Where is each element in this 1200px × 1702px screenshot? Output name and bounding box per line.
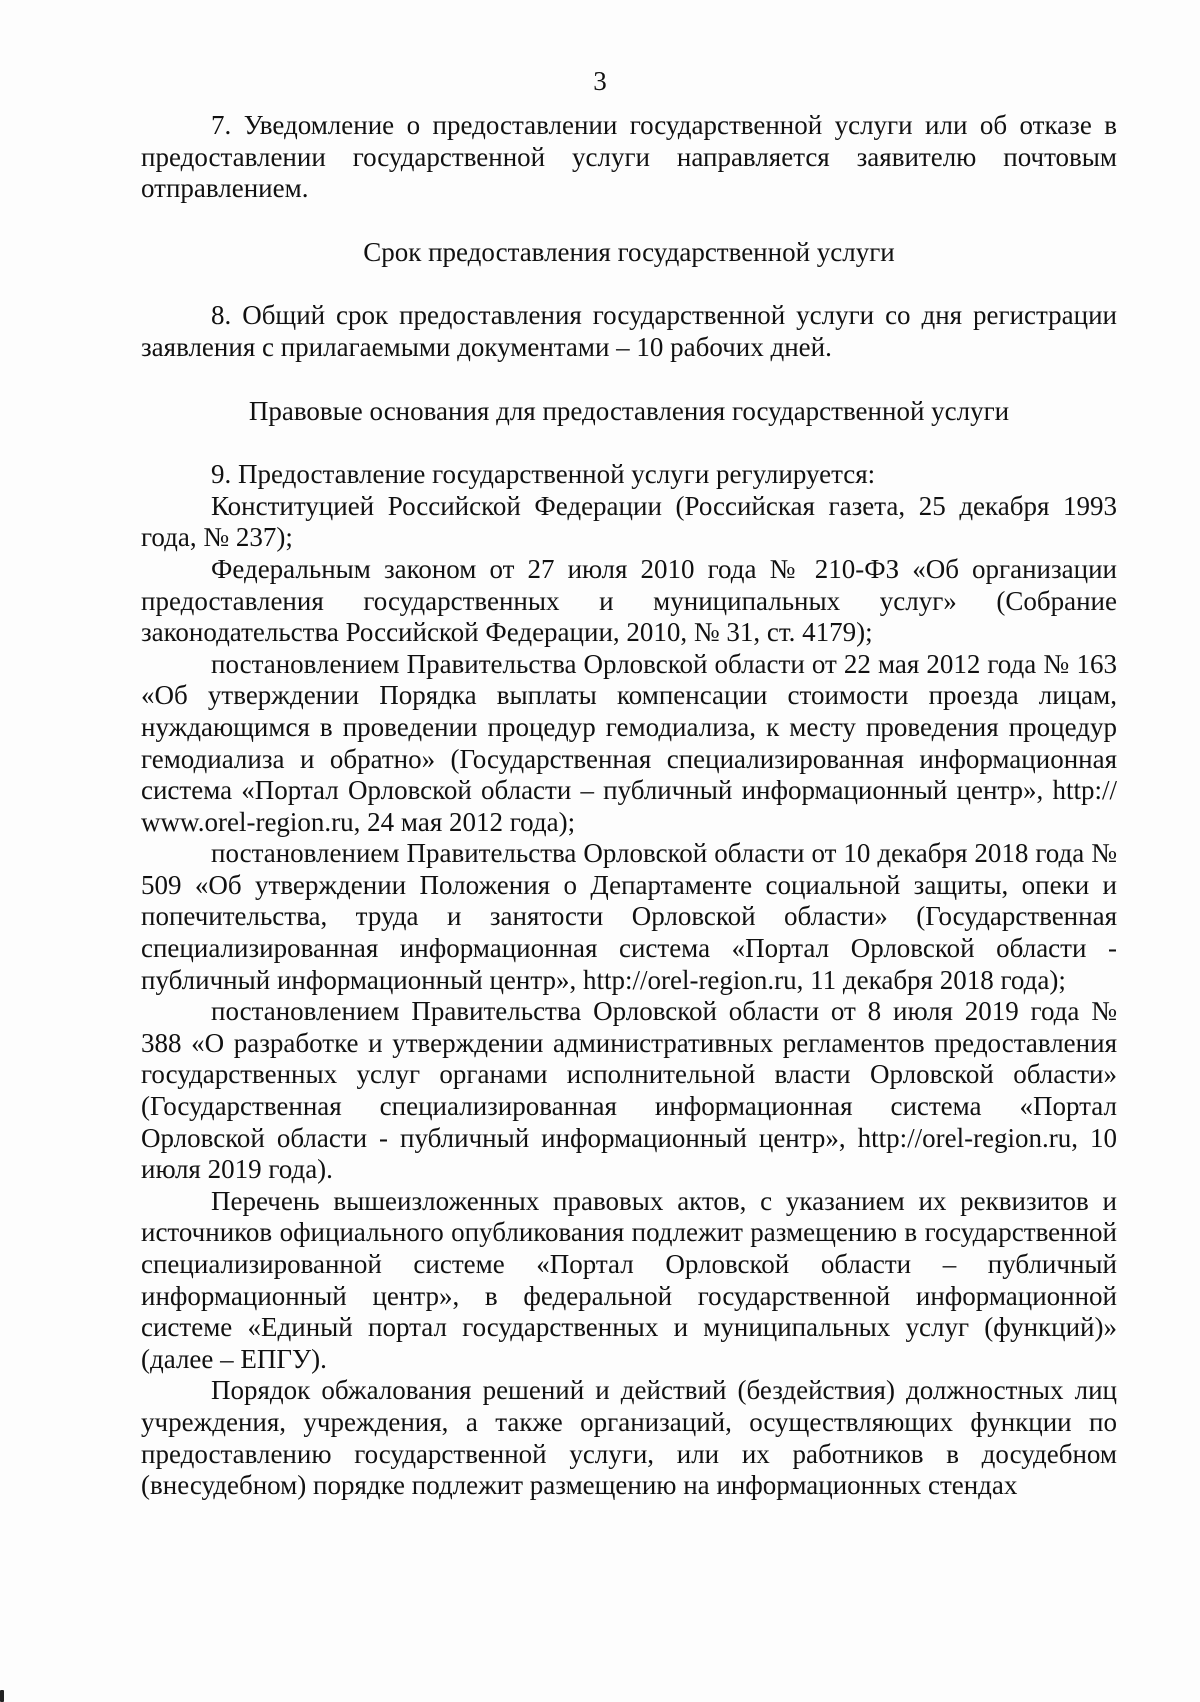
paragraph-gap <box>141 268 1117 300</box>
document-body <box>141 110 1117 1502</box>
paragraph: постановлением Правительства Орловской области от 8 июля 2019 года № 388 «О разработке и утверждении административных регламентов предоставления государственных услуг органами исполнительной власти Орловской области» (Государственная специализированная информационная система «Портал Орловской области - публичный информационный центр», http://orel-region.ru, 10 июля 2019 года). <box>141 996 1117 1185</box>
paragraph-gap <box>141 427 1117 459</box>
paragraph: Перечень вышеизложенных правовых актов, с указанием их реквизитов и источников официального опубликования подлежит размещению в государственной специализированной системе «Портал Орловской области – публичный информационный центр», в федеральной государственной информационной системе «Единый портал государственных и муниципальных услуг (функций)» (далее – ЕПГУ). <box>141 1185 1117 1374</box>
page-number: 3 <box>593 66 607 96</box>
paragraph: Порядок обжалования решений и действий (бездействия) должностных лиц учреждения, учреждения, а также организаций, осуществляющих функции по предоставлению государственной услуги, или их работников в досудебном (внесудебном) порядке подлежит размещению на информационных стендах <box>141 1375 1117 1501</box>
paragraph-gap <box>141 364 1117 396</box>
section-heading: Правовые основания для предоставления государственной услуги <box>248 395 1010 426</box>
paragraph: постановлением Правительства Орловской области от 10 декабря 2018 года № 509 «Об утверждении Положения о Департаменте социальной защиты, опеки и попечительства, труда и занятости Орловской области» (Государственная специализированная информационная система «Портал Орловской области - публичный информационный центр», http://orel-region.ru, 11 декабря 2018 года); <box>141 838 1117 995</box>
paragraph: постановлением Правительства Орловской области от 22 мая 2012 года № 163 «Об утверждении Порядка выплаты компенсации стоимости проезда лицам, нуждающимся в проведении процедур гемодиализа, к месту проведения процедур гемодиализа и обратно» (Государственная специализированная информационная система «Портал Орловской области – публичный информационный центр», http:// www.orel-region.ru, 24 мая 2012 года); <box>141 648 1117 837</box>
scan-artifact <box>0 1690 4 1702</box>
paragraph: 9. Предоставление государственной услуги регулируется: <box>211 459 876 490</box>
paragraph: Федеральным законом от 27 июля 2010 года № 210-ФЗ «Об организации предоставления государственных и муниципальных услуг» (Собрание законодательства Российской Федерации, 2010, № 31, ст. 4179); <box>141 553 1117 648</box>
paragraph: 7. Уведомление о предоставлении государственной услуги или об отказе в предоставлении государственной услуги направляется заявителю почтовым отправлением. <box>141 110 1117 204</box>
section-heading: Срок предоставления государственной услуги <box>363 236 895 267</box>
paragraph-gap <box>141 205 1117 237</box>
paragraph: Конституцией Российской Федерации (Российская газета, 25 декабря 1993 года, № 237); <box>141 490 1117 553</box>
paragraph: 8. Общий срок предоставления государственной услуги со дня регистрации заявления с прилагаемыми документами – 10 рабочих дней. <box>141 300 1117 362</box>
